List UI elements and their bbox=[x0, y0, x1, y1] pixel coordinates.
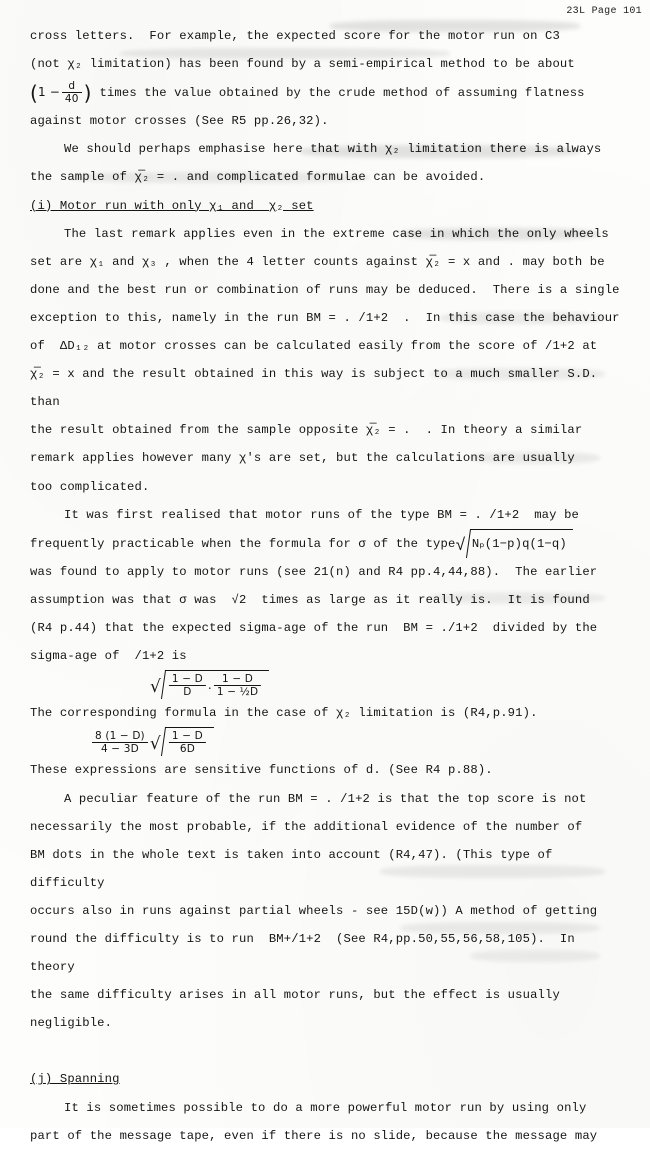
paragraph-1 bbox=[30, 22, 622, 78]
paragraph-4-line-3: was found to apply to motor runs (see 21(n) and R4 pp.4,44,88). The earlier bbox=[30, 564, 598, 579]
paragraph-5: The corresponding formula in the case of χ₂ limitation is (R4,p.91). bbox=[30, 706, 538, 721]
formula-3-radicand bbox=[161, 670, 269, 699]
paragraph-3-line-2: set are χ₁ and χ₃ , when the 4 letter counts against χ̅₂ = x and . may both be bbox=[30, 254, 605, 269]
paragraph-8-line-2: part of the message tape, even if there is no slide, because the message may bbox=[30, 1128, 598, 1143]
paragraph-3-line-3: done and the best run or combination of runs may be deduced. There is a single bbox=[30, 282, 620, 297]
formula-1-line bbox=[30, 78, 622, 107]
paragraph-7-line-2: necessarily the most probable, if the additional evidence of the number of bbox=[30, 819, 583, 834]
heading-motor-run: (i) Motor run with only χ₁ and χ₂ set bbox=[30, 198, 314, 213]
paragraph-7-line-7: negligible. bbox=[30, 1016, 113, 1031]
formula-3-fraction-2: $\frac{1 - D}{\text{1 − ½D}}$ bbox=[214, 673, 261, 698]
page-header: 23L Page 101 bbox=[566, 6, 642, 17]
paragraph-7-line-3: BM dots in the whole text is taken into account (R4,47). (This type of difficulty bbox=[30, 847, 560, 890]
formula-3-fraction-1: $\frac{1 - D}{D}$ bbox=[169, 673, 206, 698]
sqrt-symbol-icon: √ bbox=[455, 536, 466, 556]
paragraph-3-line-4: exception to this, namely in the run BM = . /1+2 . In this case the behaviour bbox=[30, 310, 620, 325]
formula-2-radicand: Nₚ(1−p)q(1−q) bbox=[466, 529, 573, 558]
paragraph-4-line-6: sigma-age of /1+2 is bbox=[30, 649, 187, 664]
paragraph-4-line-1: It was first realised that motor runs of the type BM = . /1+2 may be bbox=[64, 507, 579, 522]
paragraph-1b-tail: against motor crosses (See R5 pp.26,32). bbox=[30, 114, 329, 129]
paragraph-8-line-1: It is sometimes possible to do a more powerful motor run by using only bbox=[64, 1100, 587, 1115]
paragraph-7 bbox=[30, 785, 622, 1038]
paragraph-3-line-9: too complicated. bbox=[30, 479, 150, 494]
formula-4-lead-fraction: $\frac{8 (1 - D)}{4 - 3D}$ bbox=[92, 730, 148, 755]
paragraph-7-line-1: A peculiar feature of the run BM = . /1+2 is that the top score is not bbox=[64, 791, 587, 806]
formula-1-one-minus: 1 − bbox=[37, 85, 60, 100]
paragraph-4-line-4: assumption was that σ was √2 times as large as it really is. It is found bbox=[30, 592, 590, 607]
paragraph-7-line-5: round the difficulty is to run BM+/1+2 (See R4,pp.50,55,56,58,105). In theory bbox=[30, 932, 583, 975]
formula-4-fraction: $\frac{1 - D}{6D}$ bbox=[169, 730, 206, 755]
formula-3-dot: . bbox=[207, 678, 212, 693]
formula-1-numerator: d bbox=[62, 80, 82, 93]
paragraph-3-line-7: the result obtained from the sample opposite χ̅₂ = . . In theory a similar bbox=[30, 423, 583, 438]
paragraph-2-line-1: We should perhaps emphasise here that with χ₂ limitation there is always bbox=[64, 142, 602, 157]
paragraph-3-line-8: remark applies however many χ's are set, but the calculations are usually bbox=[30, 451, 575, 466]
paragraph-3-line-1: The last remark applies even in the extreme case in which the only wheels bbox=[64, 226, 609, 241]
paragraph-4-line-2-with-formula bbox=[30, 529, 622, 558]
paragraph-4-line-2: frequently practicable when the formula for σ of the type bbox=[30, 536, 456, 551]
paragraph-1b-line-1: times the value obtained by the crude method of assuming flatness bbox=[99, 86, 585, 101]
sqrt-symbol-icon: √ bbox=[149, 734, 161, 755]
paragraph-2 bbox=[30, 135, 622, 191]
formula-1-left-paren: ( bbox=[30, 81, 38, 106]
formula-3 bbox=[30, 670, 622, 699]
formula-4-radicand bbox=[161, 727, 214, 756]
paragraph-3-line-5: of ΔD₁₂ at motor crosses can be calculated easily from the score of /1+2 at bbox=[30, 339, 598, 354]
paragraph-spacer bbox=[30, 1037, 622, 1065]
sqrt-symbol-icon: √ bbox=[150, 677, 161, 698]
paragraph-7-line-4: occurs also in runs against partial wheels - see 15D(w)) A method of getting bbox=[30, 903, 598, 918]
paragraph-1-line-2: (not χ₂ limitation) has been found by a semi-empirical method to be about bbox=[30, 57, 575, 72]
paragraph-3-line-6: χ̅₂ = x and the result obtained in this way is subject to a much smaller S.D. than bbox=[30, 367, 605, 410]
document-body bbox=[30, 22, 622, 1150]
paragraph-3 bbox=[30, 220, 622, 501]
formula-1-right-paren: ) bbox=[83, 81, 92, 106]
heading-spanning: (j) Spanning bbox=[30, 1072, 120, 1087]
paragraph-7-line-6: the same difficulty arises in all motor runs, but the effect is usually bbox=[30, 988, 560, 1003]
paragraph-8 bbox=[30, 1094, 622, 1150]
paragraph-2-line-2: the sample of χ̅₂ = . and complicated formulae can be avoided. bbox=[30, 170, 486, 185]
paragraph-4-line-5: (R4 p.44) that the expected sigma-age of the run BM = ./1+2 divided by the bbox=[30, 620, 598, 635]
formula-1-fraction bbox=[62, 80, 82, 105]
paragraph-4-rest bbox=[30, 558, 622, 670]
formula-4 bbox=[30, 727, 622, 756]
paragraph-1-line-1: cross letters. For example, the expected score for the motor run on C3 bbox=[30, 29, 560, 43]
paragraph-6: These expressions are sensitive functions of d. (See R4 p.88). bbox=[30, 763, 493, 778]
formula-1-denominator: 40 bbox=[64, 93, 79, 106]
